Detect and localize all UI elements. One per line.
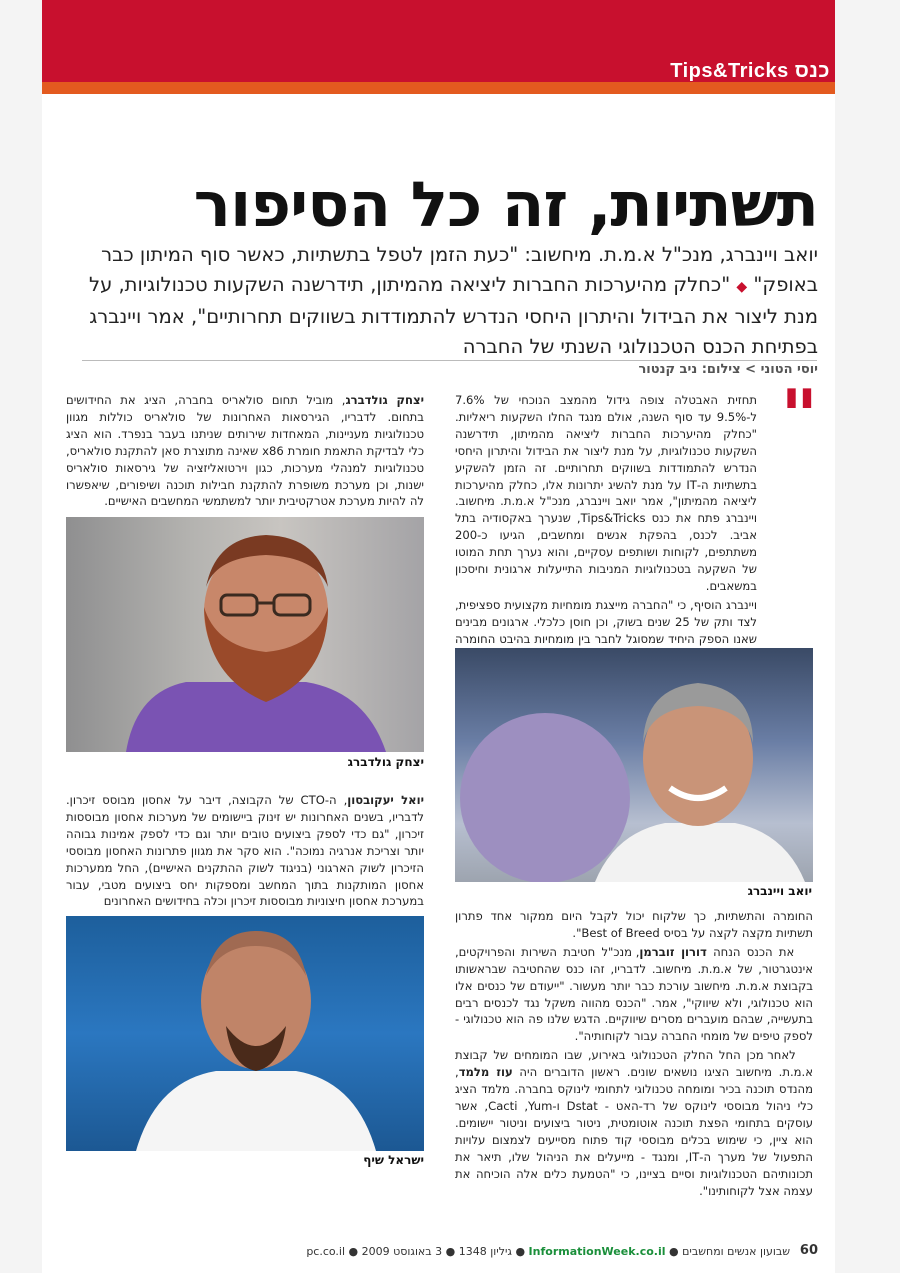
portrait-illustration: [66, 517, 424, 752]
speaker-name: יצחק גולדברג: [345, 393, 424, 407]
lede-part-2: "כחלק מהיערכות החברות ליציאה מהמיתון, תידרשנה השקעות טכנולוגיות, על מנת ליצור את הבידול והיתרון היחסי הנדרש להתמודדות בשווקים תחרותיים", אמר ויינברג בפתיחת הכנס הטכנולוגי השנתי של החברה: [89, 272, 818, 358]
column-left-middle: [66, 792, 424, 912]
footer-issue: גיליון 1348: [458, 1245, 512, 1258]
footer-publication: שבועון אנשים ומחשבים: [682, 1245, 790, 1258]
paragraph-text: , מוביל תחום סולאריס בחברה, הציג את החידושים בתחום. לדבריו, הגירסאות האחרונות של סולאריס כוללות מגוון טכנולוגיות מעניינות, המאחדות שירותים שניתנו בעבר בנפרד. הוא הציג כלי לבדיקת התאמת חומרת x86 שאינה מתוצרת סאן להתקנת סולאריס, טכנולוגיות למנהלי מערכות, כגון וירטואליזציה של גירסאות סולאריס ישנות, וכן מערכת משופרת להתקנת חבילות תוכנה ושיפורים, שיאפשרו לה להיות מערכת אטרקטיבית יותר למשתמשי המחשבים האישיים.: [66, 393, 424, 509]
headline: תשתיות, זה כל הסיפור: [193, 168, 818, 241]
page-margin-right: [835, 0, 900, 1273]
column-right-bottom: [455, 908, 813, 1201]
portrait-illustration: [66, 916, 424, 1151]
lede-part-1: יואב ויינברג, מנכ"ל א.מ.ת. מיחשוב: "כעת הזמן לטפל בתשתיות, כאשר סוף המיתון כבר באופק": [101, 243, 818, 296]
paragraph-text: את הכנס הנחה: [706, 944, 795, 959]
page-number: 60: [799, 1243, 818, 1258]
photo-goldberg: [66, 517, 424, 752]
photo-shif: [66, 916, 424, 1151]
photo-weinberg: [455, 648, 813, 882]
footer-site2-link[interactable]: pc.co.il: [306, 1245, 346, 1258]
paragraph: [455, 944, 813, 1045]
footer-site-link[interactable]: InformationWeek.co.il: [528, 1245, 666, 1258]
quote-mark-icon: ": [780, 373, 818, 458]
caption-weinberg: יואב ויינברג: [747, 884, 812, 898]
paragraph: [455, 1047, 813, 1199]
paragraph: החומרה והתשתיות, כך שלקוח יכול לקבל היום ממקור אחד פתרון תשתיות מקצה לקצה על בסיס Best of Breed".: [455, 909, 813, 940]
caption-goldberg: יצחק גולדברג: [347, 755, 424, 769]
footer-date: 3 באוגוסט 2009: [361, 1245, 443, 1258]
paragraph-text: , מנכ"ל חטיבת השירות והפרויקטים, אינטגרטור, של א.מ.ת. מיחשוב. לדבריו, זהו כנס שהחטיבה שבראשותו בקבוצת א.מ.ת. מיחשוב עורכת כבר יותר מעשור. "ייעודם של כנסים אלו הוא טכנולוגי, ולא שיווקי", אמר. "הכנס מהווה משקל נגד לכנסים רבים בתעשייה, שבהם מועברים מסרים שיווקיים. הדגש שלנו פה הוא טכנולוגי - לספק טיפים של מומחי החברה עבור לקוחותיה".: [455, 944, 813, 1044]
header-stripe: [42, 82, 835, 94]
byline: יוסי הטוני > צילום: ניב קנטור: [638, 362, 818, 377]
footer-line: שבועון אנשים ומחשבים ● InformationWeek.co.il ● גיליון 1348 ● 3 באוגוסט 2009 ● pc.co.il: [306, 1245, 790, 1258]
page-footer: [66, 1245, 818, 1261]
paragraph-text: , ה-CTO של הקבוצה, דיבר על אחסון מבוסס זיכרון. לדבריו, בשנים האחרונות יש זינוק ביישומים של מערכות אחסון מבוססות זיכרון, "גם כדי לספק ביצועים טובים יותר וגם כדי לספק אמינות גבוהה יותר וצריכת אנרגיה נמוכה". הוא סקר את מגוון פתרונות האחסון מבוססי הזיכרון לשוק הארגוני (בניגוד לשוק ההתקנים האישיים), החל ממערכות אחסון המותקנות בתוך המחשב ומספקות יחס ביצועים מטבי, עבור במערכת אחסון חיצוניות מבוססות זיכרון וכלה בחידושים האחרונים: [66, 793, 424, 909]
speaker-name: דורון זוברמן: [639, 944, 707, 959]
portrait-illustration: [455, 648, 813, 882]
speaker-name: עוז מלמד: [458, 1065, 513, 1080]
paragraph: ויינברג הוסיף, כי "החברה מייצגת מומחיות מקצועית ספציפית, לצד ותק של 25 שנים בשוק, וכן חוסן כלכלי. ארגונים מבינים שאנו הספק היחיד שמסוגל לחבר בין מומחיות בהיבט החומרה: [455, 597, 758, 646]
caption-shif: ישראל שיף: [363, 1153, 424, 1167]
paragraph: תחזית האבטלה צופה גידול מהמצב הנוכחי של 7.6% ל-9.5% עד סוף השנה, אולם מנגד החלו השקעות ריאליות. "כחלק מהיערכות החברות ליציאה מהמיתון, תידרשנה השקעות טכנולוגיות, על מנת ליצור את הבידול והיתרון היחסי הנדרש להתמודדות בשווקים תחרותיים. זה הזמן להשקיע בתשתיות ה-IT על מנת להשיג יתרונות אלו, כחלק מהיערכות ליציאה מהמיתון", אמר יואב ויינברג, מנכ"ל א.מ.ת. מיחשוב. ויינברג פתח את כנס Tips&Tricks, שנערך באקסודיה בתל אביב. לכנס, בהפקת אנשים ומחשבים, הגיעו כ-200 משתתפים, לקוחות ושותפים עסקיים, והוא נערך תחת המוטו של השקעה בטכנולוגיות המניבות התייעלות ארגונית וחיסכון במשאבים.: [455, 393, 757, 593]
column-left-top: [66, 392, 424, 512]
divider: [82, 360, 817, 361]
speaker-name: יואל יעקובסון: [347, 793, 424, 807]
paragraph-text: לאחר מכן החל החלק הטכנולוגי באירוע, שבו המומחים של קבוצת א.מ.ת. מיחשוב הציגו נושאים שונים. ראשון הדוברים היה: [455, 1048, 813, 1080]
diamond-icon: ◆: [736, 278, 748, 295]
section-tag: Tips&Tricks כנס: [670, 60, 830, 82]
paragraph-text: , מהנדס תוכנה בכיר ומומחה טכנולוגי לתחומי לינוקס בחברה. מלמד הציג כלי ניהול מבוססי לינוקס של רד-האט - Dstat ו-Cacti ,Yum, אשר עוסקים בתחומי הפצת תוכנה אוטומטית, ניטור ביצועים וניטור יישומים. הוא ציין, כי שימוש בכלים מבוססי קוד פתוח מסייעים לצמצום עלויות התפעול של מערך ה-IT, ומנגד - מייעלים את הניהול שלו, תיאר את תכונותיהם הטכנולוגיות וסיים בציינו, כי "הטמעת כלים אלה הוכיחה את עצמה אצל לקוחותינו".: [455, 1065, 813, 1198]
paragraph: [66, 392, 424, 510]
lede: [88, 240, 818, 361]
paragraph: [66, 792, 424, 910]
page-margin-left: [0, 0, 42, 1273]
